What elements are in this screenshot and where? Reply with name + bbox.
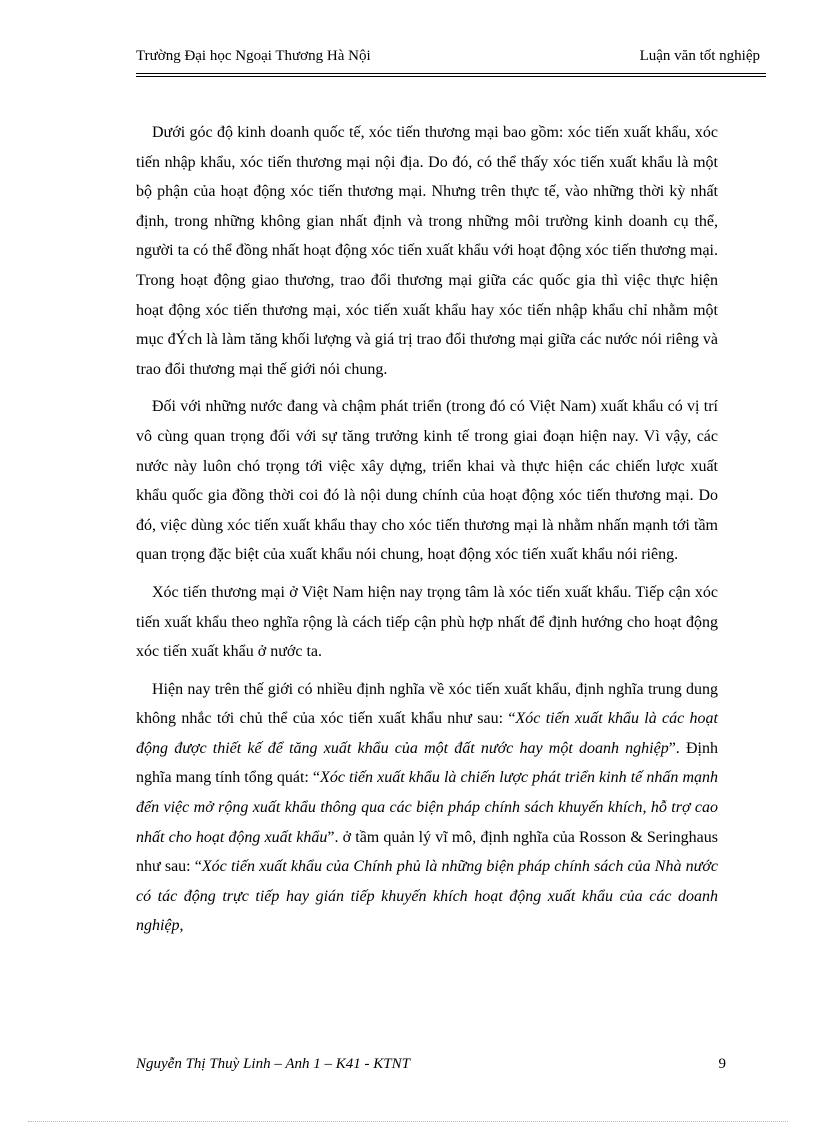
page-number: 9 bbox=[718, 1056, 726, 1072]
footer-author: Nguyễn Thị Thuỳ Linh – Anh 1 – K41 - KTNT bbox=[136, 1056, 410, 1072]
paragraph-1: Dưới góc độ kinh doanh quốc tế, xóc tiến thương mại bao gồm: xóc tiến xuất khẩu, xóc tiến nhập khẩu, xóc tiến thương mại nội địa. Do đó, có thể thấy xóc tiến xuất khẩu là một bộ phận của hoạt động xóc tiến thương mại. Nhưng trên thực tế, vào những thời kỳ nhất định, trong những không gian nhất định và trong những môi trường kinh doanh cụ thể, người ta có thể đồng nhất hoạt động xóc tiến xuất khẩu với hoạt động xóc tiến thương mại. Trong hoạt động giao thương, trao đổi thương mại giữa các quốc gia thì việc thực hiện hoạt động xóc tiến thương mại, xóc tiến xuất khẩu hay xóc tiến nhập khẩu chỉ nhằm một mục đÝch là làm tăng khối lượng và giá trị trao đổi thương mại giữa các nước nói riêng và trao đổi thương mại thế giới nói chung. bbox=[136, 124, 718, 378]
paragraph-4 bbox=[136, 675, 718, 941]
paragraph-4-text-c: ”. Định nghĩa mang tính tổng quát: “ bbox=[136, 739, 718, 787]
paragraph-3: Xóc tiến thương mại ở Việt Nam hiện nay trọng tâm là xóc tiến xuất khẩu. Tiếp cận xóc tiến xuất khẩu theo nghĩa rộng là cách tiếp cận phù hợp nhất để định hướng cho hoạt động xóc tiến xuất khẩu ở nước ta. bbox=[136, 583, 718, 661]
page-bottom-border bbox=[28, 1121, 788, 1122]
page-header bbox=[136, 48, 760, 68]
header-rule-bottom bbox=[136, 76, 766, 77]
header-document-type: Luận văn tốt nghiệp bbox=[639, 48, 760, 64]
definition-quote-1: Xóc tiến xuất khẩu là các hoạt động được thiết kế để tăng xuất khẩu của một đất nước hay một doanh nghiệp bbox=[136, 710, 719, 757]
body-text bbox=[136, 118, 718, 949]
paragraph-4-text-e: ”. ở tầm quản lý vĩ mô, định nghĩa của Rosson & Seringhaus như sau: “ bbox=[136, 828, 719, 876]
paragraph-4-text-a: Hiện nay trên thế giới có nhiều định nghĩa về xóc tiến xuất khẩu, định nghĩa trung dung không nhắc tới chủ thể của xóc tiến xuất khẩu như sau: “ bbox=[136, 680, 718, 728]
definition-quote-2: Xóc tiến xuất khẩu là chiến lược phát triển kinh tế nhấn mạnh đến việc mở rộng xuất khẩu thông qua các biện pháp chính sách khuyến khích, hỗ trợ cao nhất cho hoạt động xuất khẩu bbox=[136, 769, 719, 846]
definition-quote-3: Xóc tiến xuất khẩu của Chính phủ là những biện pháp chính sách của Nhà nước có tác động trực tiếp hay gián tiếp khuyến khích hoạt động xuất khẩu của các doanh nghiệp, bbox=[136, 858, 719, 935]
header-rule-top bbox=[136, 73, 766, 74]
header-school-name: Trường Đại học Ngoại Thương Hà Nội bbox=[136, 48, 371, 64]
paragraph-2: Đối với những nước đang và chậm phát triển (trong đó có Việt Nam) xuất khẩu có vị trí vô cùng quan trọng đối với sự tăng trưởng kinh tế trong giai đoạn hiện nay. Vì vậy, các nước này luôn chó trọng tới việc xây dựng, triển khai và thực hiện các chiến lược xuất khẩu quốc gia đồng thời coi đó là nội dung chính của hoạt động xóc tiến thương mại. Do đó, việc dùng xóc tiến xuất khẩu thay cho xóc tiến thương mại là nhằm nhấn mạnh tới tầm quan trọng đặc biệt của xuất khẩu nói chung, hoạt động xóc tiến xuất khẩu nói riêng. bbox=[136, 398, 718, 564]
page-footer bbox=[136, 1056, 726, 1078]
